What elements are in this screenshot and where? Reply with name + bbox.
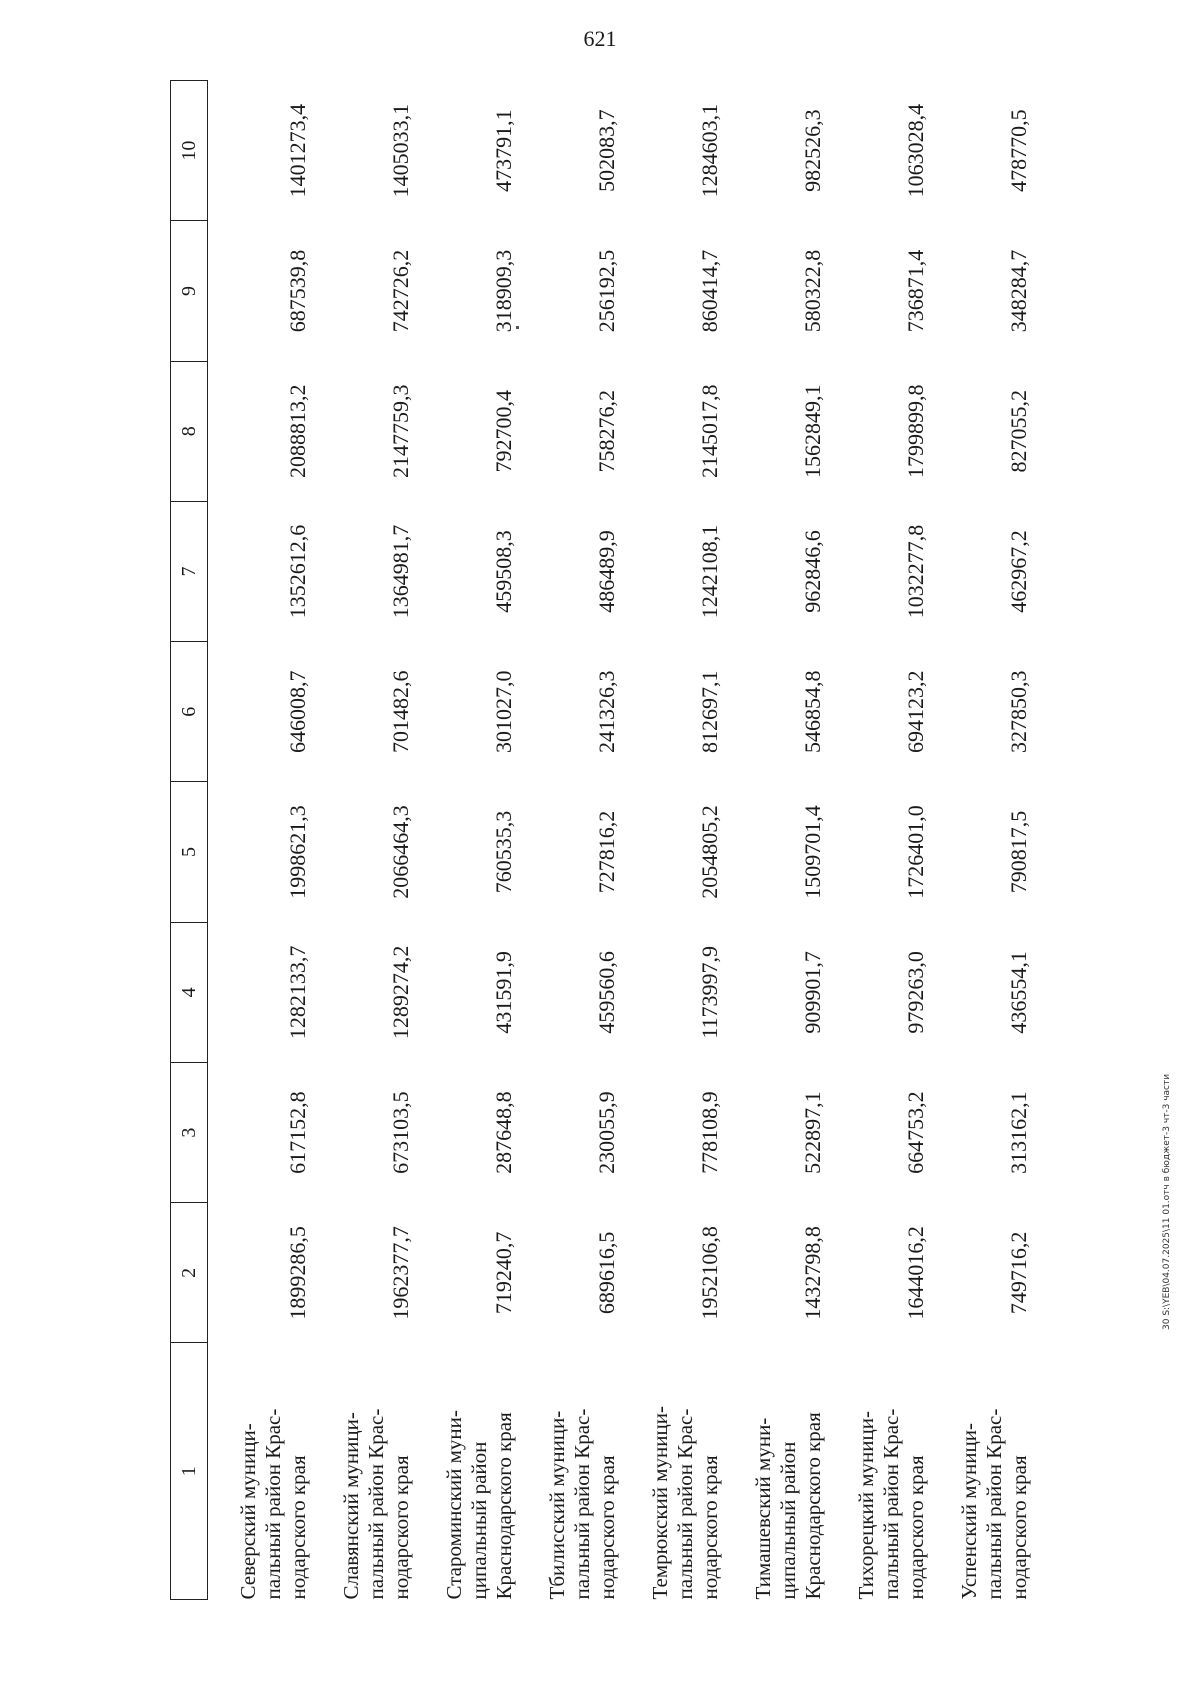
municipality-name: Староминский муни- ципальный район Краснодарского края xyxy=(442,1410,516,1600)
value-cell-col-7: 486489,9 xyxy=(594,530,619,613)
value-cell-col-10: 478770,5 xyxy=(1006,109,1031,192)
table-body xyxy=(208,81,1033,1600)
value-cell-col-4: 1282133,7 xyxy=(285,945,310,1040)
value-cell-col-7: 1352612,6 xyxy=(285,524,310,619)
value-cell-col-2: 1962377,7 xyxy=(388,1226,413,1320)
value-cell-col-8: 827055,2 xyxy=(1006,390,1031,473)
value-cell-col-4: 909901,7 xyxy=(800,951,825,1034)
value-cell-col-3: 664753,2 xyxy=(903,1091,928,1174)
municipality-name: Славянский муници- пальный район Крас- нодарского края xyxy=(339,1408,413,1600)
value-cell-col-2: 1899286,5 xyxy=(285,1226,310,1320)
footer-note: 30 S:\YEB\04.07.2025\11 01.отч в бюджет-3 чт-3 части xyxy=(1162,1073,1172,1330)
value-cell-col-6: 701482,6 xyxy=(388,670,413,754)
column-header-1: 1 xyxy=(171,1343,208,1600)
value-cell-col-5: 2066464,3 xyxy=(388,805,413,899)
table-row xyxy=(414,81,517,1600)
value-cell-col-9: 860414,7 xyxy=(697,249,722,333)
value-cell-col-9: 318909,3 xyxy=(491,249,516,333)
value-cell-col-6: 327850,3 xyxy=(1006,670,1031,754)
column-header-10: 10 xyxy=(171,81,208,221)
column-header-5: 5 xyxy=(171,782,208,922)
column-header-9: 9 xyxy=(171,221,208,361)
value-cell-col-5: 2054805,2 xyxy=(697,805,722,899)
column-header-2: 2 xyxy=(171,1203,208,1343)
value-cell-col-7: 459508,3 xyxy=(491,530,516,613)
value-cell-col-8: 758276,2 xyxy=(594,390,619,473)
value-cell-col-10: 1284603,1 xyxy=(697,103,722,198)
table-row xyxy=(723,81,826,1600)
value-cell-col-4: 979263,0 xyxy=(903,951,928,1034)
value-cell-col-9: 580322,8 xyxy=(800,249,825,333)
value-cell-col-4: 1289274,2 xyxy=(388,945,413,1040)
value-cell-col-9: 687539,8 xyxy=(285,249,310,333)
table-row xyxy=(929,81,1032,1600)
value-cell-col-4: 431591,9 xyxy=(491,951,516,1034)
value-cell-col-9: 348284,7 xyxy=(1006,249,1031,333)
header-row xyxy=(171,81,208,1600)
value-cell-col-9: 742726,2 xyxy=(388,249,413,333)
value-cell-col-5: 1998621,3 xyxy=(285,805,310,899)
rotated-table-container xyxy=(170,80,1130,1600)
value-cell-col-10: 982526,3 xyxy=(800,109,825,192)
municipality-name: Северский муници- пальный район Крас- нодарского края xyxy=(236,1408,310,1600)
column-header-4: 4 xyxy=(171,922,208,1062)
value-cell-col-10: 1401273,4 xyxy=(285,103,310,198)
value-cell-col-2: 1644016,2 xyxy=(903,1226,928,1320)
value-cell-col-6: 812697,1 xyxy=(697,670,722,754)
value-cell-col-5: 727816,2 xyxy=(594,810,619,894)
scan-speck xyxy=(516,326,519,329)
value-cell-col-10: 502083,7 xyxy=(594,109,619,192)
value-cell-col-3: 778108,9 xyxy=(697,1091,722,1174)
value-cell-col-3: 522897,1 xyxy=(800,1091,825,1174)
value-cell-col-8: 2145017,8 xyxy=(697,384,722,478)
value-cell-col-10: 1405033,1 xyxy=(388,103,413,198)
table-row xyxy=(208,81,312,1600)
value-cell-col-6: 694123,2 xyxy=(903,670,928,754)
value-cell-col-8: 1799899,8 xyxy=(903,384,928,478)
value-cell-col-9: 256192,5 xyxy=(594,249,619,333)
value-cell-col-7: 962846,6 xyxy=(800,530,825,613)
value-cell-col-5: 1509701,4 xyxy=(800,805,825,899)
column-header-3: 3 xyxy=(171,1062,208,1202)
table-row xyxy=(517,81,620,1600)
municipality-name: Тимашевский муни- ципальный район Краснодарского края xyxy=(751,1412,825,1600)
value-cell-col-4: 459560,6 xyxy=(594,951,619,1034)
value-cell-col-8: 792700,4 xyxy=(491,390,516,473)
table-row xyxy=(620,81,723,1600)
value-cell-col-7: 1242108,1 xyxy=(697,524,722,619)
value-cell-col-7: 1032277,8 xyxy=(903,524,928,619)
municipality-name: Тихорецкий муници- пальный район Крас- нодарского края xyxy=(854,1408,928,1600)
value-cell-col-6: 301027,0 xyxy=(491,670,516,754)
value-cell-col-6: 241326,3 xyxy=(594,670,619,754)
table-row xyxy=(311,81,414,1600)
value-cell-col-9: 736871,4 xyxy=(903,249,928,333)
value-cell-col-2: 1952106,8 xyxy=(697,1226,722,1320)
value-cell-col-8: 1562849,1 xyxy=(800,384,825,478)
column-header-6: 6 xyxy=(171,642,208,782)
value-cell-col-5: 790817,5 xyxy=(1006,810,1031,894)
value-cell-col-5: 760535,3 xyxy=(491,810,516,894)
page-number: 621 xyxy=(583,26,617,51)
value-cell-col-2: 749716,2 xyxy=(1006,1231,1031,1315)
value-cell-col-8: 2147759,3 xyxy=(388,384,413,478)
value-cell-col-3: 617152,8 xyxy=(285,1091,310,1174)
value-cell-col-7: 1364981,7 xyxy=(388,524,413,619)
value-cell-col-6: 646008,7 xyxy=(285,670,310,754)
value-cell-col-3: 287648,8 xyxy=(491,1091,516,1174)
value-cell-col-5: 1726401,0 xyxy=(903,805,928,899)
value-cell-col-3: 230055,9 xyxy=(594,1091,619,1174)
value-cell-col-2: 1432798,8 xyxy=(800,1226,825,1320)
value-cell-col-10: 473791,1 xyxy=(491,109,516,192)
column-header-8: 8 xyxy=(171,361,208,501)
municipality-name: Тбилисский муници- пальный район Крас- нодарского края xyxy=(545,1408,619,1600)
data-table xyxy=(170,80,1032,1600)
value-cell-col-2: 719240,7 xyxy=(491,1231,516,1315)
value-cell-col-4: 436554,1 xyxy=(1006,951,1031,1034)
table-row xyxy=(826,81,929,1600)
municipality-name: Успенский муници- пальный район Крас- нодарского края xyxy=(957,1408,1031,1600)
value-cell-col-4: 1173997,9 xyxy=(697,945,722,1039)
value-cell-col-3: 673103,5 xyxy=(388,1091,413,1174)
column-header-7: 7 xyxy=(171,501,208,641)
value-cell-col-6: 546854,8 xyxy=(800,670,825,754)
value-cell-col-3: 313162,1 xyxy=(1006,1091,1031,1174)
value-cell-col-7: 462967,2 xyxy=(1006,530,1031,613)
value-cell-col-8: 2088813,2 xyxy=(285,384,310,478)
value-cell-col-10: 1063028,4 xyxy=(903,103,928,198)
value-cell-col-2: 689616,5 xyxy=(594,1231,619,1315)
municipality-name: Темрюкский муници- пальный район Крас- нодарского края xyxy=(648,1406,722,1600)
